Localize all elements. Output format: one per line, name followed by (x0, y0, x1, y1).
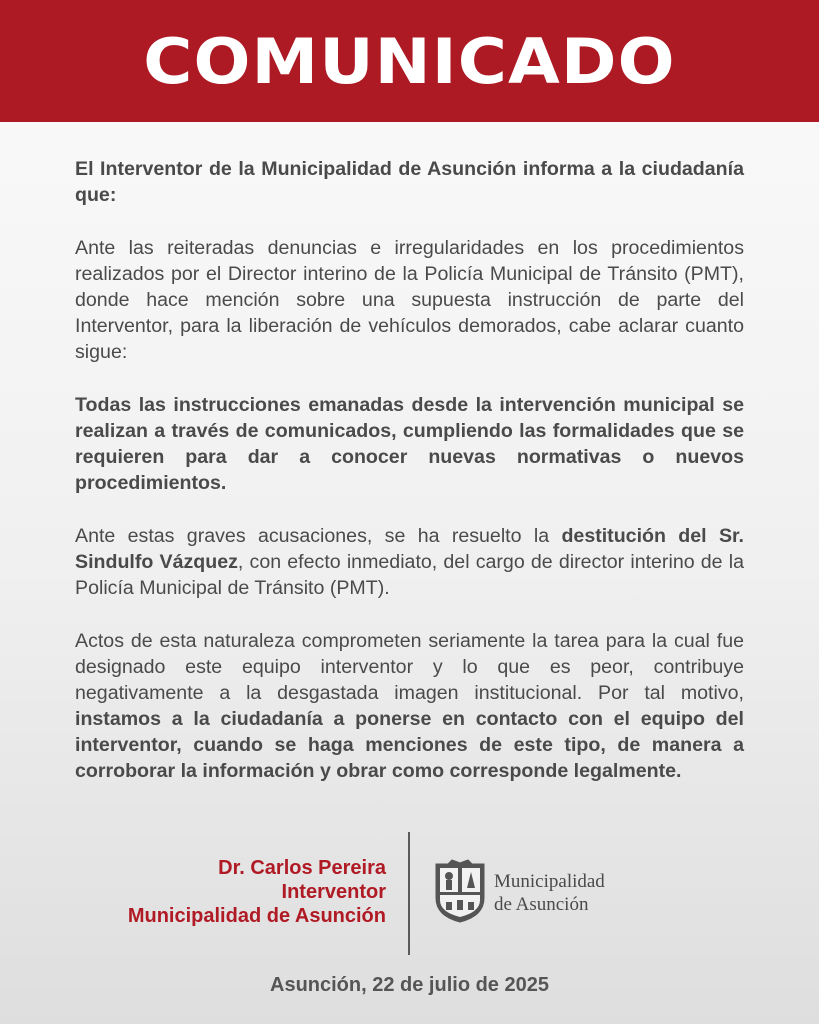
signature-block (128, 856, 386, 928)
appeal-text-bold: instamos a la ciudadanía a ponerse en contacto con el equipo del interventor, cuando se haga menciones de este tipo, de manera a corroborar la información y obrar como corresponde legalmente. (75, 708, 744, 782)
appeal-text-a: Actos de esta naturaleza comprometen seriamente la tarea para la cual fue designado este equipo interventor y lo que es peor, contribuye negativamente a la desgastada imagen institucional. Por tal motivo, (75, 630, 744, 704)
statement-body (75, 156, 744, 811)
dismissal-text-a: Ante estas graves acusaciones, se ha resuelto la (75, 525, 562, 547)
paragraph-clarification: Todas las instrucciones emanadas desde la intervención municipal se realizan a través de comunicados, cumpliendo las formalidades que se requieren para dar a conocer nuevas normativas o nuevos procedimientos. (75, 394, 744, 494)
date-line: Asunción, 22 de julio de 2025 (270, 974, 549, 996)
dismissal-text-c: , con efecto inmediato, del cargo de director interino de la Policía Municipal de Tránsito (PMT). (75, 551, 744, 599)
signer-role: Interventor (281, 881, 386, 903)
dismissal-text-bold: destitución del Sr. Sindulfo Vázquez (75, 525, 744, 573)
paragraph-dismissal (75, 523, 744, 601)
signer-institution: Municipalidad de Asunción (127, 905, 386, 927)
coat-of-arms-icon (432, 858, 488, 924)
paragraph-context: Ante las reiteradas denuncias e irregularidades en los procedimientos realizados por el Director interino de la Policía Municipal de Tránsito (PMT), donde hace mención sobre una supuesta instrucción de parte del Interventor, para la liberación de vehículos demorados, cabe aclarar cuanto sigue: (75, 237, 744, 363)
page-title: COMUNICADO (143, 24, 676, 98)
logo-line-1: Municipalidad (494, 871, 605, 892)
signer-name: Dr. Carlos Pereira (218, 857, 386, 879)
divider (408, 832, 410, 955)
paragraph-intro: El Interventor de la Municipalidad de Asunción informa a la ciudadanía que: (75, 158, 744, 206)
paragraph-appeal (75, 628, 744, 784)
logo-wordmark (494, 870, 605, 916)
logo-line-2: de Asunción (494, 894, 589, 915)
header-banner (0, 0, 819, 122)
